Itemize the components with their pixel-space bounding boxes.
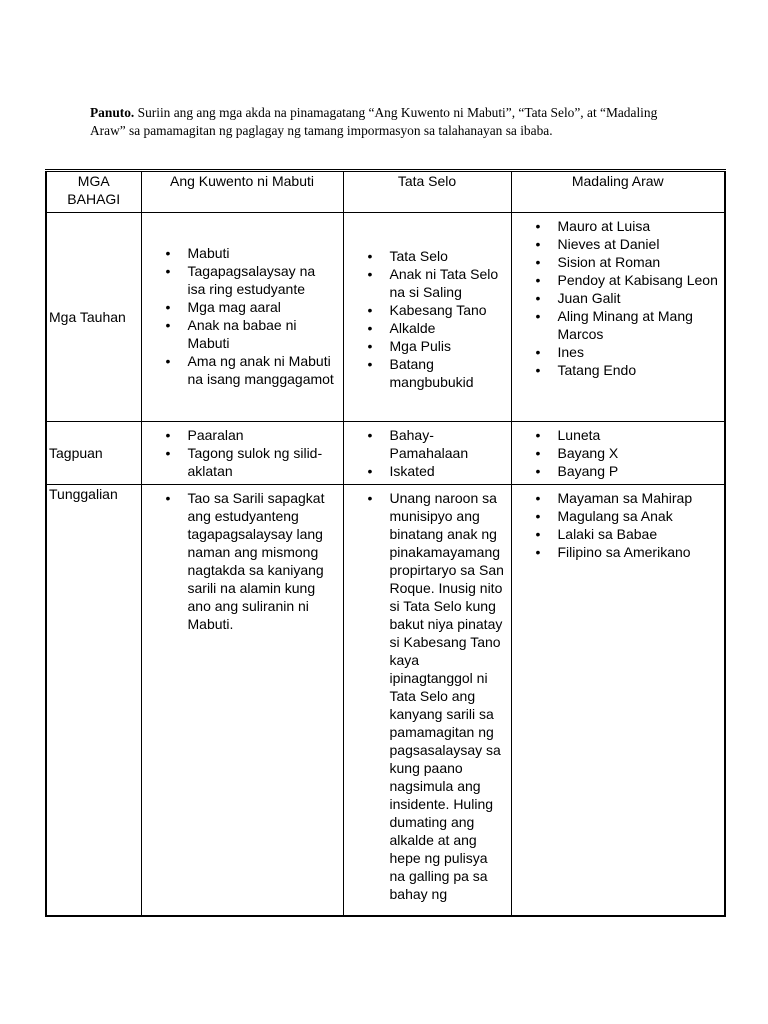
list-item	[344, 426, 511, 462]
list-item-text: Anak na babae ni Mabuti	[187, 317, 297, 351]
list-item	[142, 262, 343, 298]
list-item	[344, 319, 511, 337]
list-item	[512, 253, 725, 271]
list-item	[512, 489, 725, 507]
bullet-icon: •	[165, 353, 171, 369]
list-item-text: Batang mangbubukid	[389, 356, 474, 390]
list-item	[344, 355, 511, 391]
bullet-icon: •	[535, 490, 541, 506]
header-text: MGA BAHAGI	[67, 173, 121, 207]
list-item-text: Mga Pulis	[389, 338, 451, 354]
instructions-label: Panuto.	[90, 105, 135, 120]
list-item-text: Tagapagsalaysay na isa ring estudyante	[187, 263, 316, 297]
list-item-text: Filipino sa Amerikano	[557, 544, 691, 560]
list-item	[512, 444, 725, 462]
list-item-text: Bayang X	[557, 445, 619, 461]
bullet-icon: •	[535, 344, 541, 360]
list-item-text: Unang naroon sa munisipyo ang binatang anak ng pinakamayamang propirtaryo sa San Roque. Inusig nito si Tata Selo kung bakut niya pinatay si Kabesang Tano kaya ipinagtanggol ni Tata Selo ang kanyang sarili sa pamamagitan ng pagsasalaysay sa kung paano nagsimula ang insidente. Huling dumating ang alkalde at ang hepe ng pulisya na galling pa sa bahay ng	[389, 490, 504, 902]
list-item-text: Paaralan	[187, 427, 244, 443]
bullet-icon: •	[535, 308, 541, 324]
list-item-text: Tagong sulok ng silid-aklatan	[187, 445, 323, 479]
bullet-list	[142, 426, 343, 480]
list-item-text: Magulang sa Anak	[557, 508, 673, 524]
list-item	[512, 307, 725, 343]
list-item-text: Bahay-Pamahalaan	[389, 427, 469, 461]
header-cell-ang-kuwento-ni-mabuti	[141, 171, 343, 213]
list-item	[142, 316, 343, 352]
bullet-list	[344, 489, 511, 903]
row-label-mga-tauhan: Mga Tauhan	[46, 213, 141, 422]
cell-tagpuan-tata-selo	[343, 422, 511, 485]
cell-tunggalian-tata-selo	[343, 485, 511, 917]
list-item-text: Mabuti	[187, 245, 230, 261]
cell-tagpuan-mabuti	[141, 422, 343, 485]
bullet-icon: •	[165, 427, 171, 443]
instructions-paragraph	[90, 104, 680, 140]
list-item-text: Luneta	[557, 427, 601, 443]
row-label-tunggalian: Tunggalian	[46, 485, 141, 917]
bullet-list	[512, 217, 725, 379]
bullet-icon: •	[165, 263, 171, 279]
bullet-icon: •	[165, 445, 171, 461]
list-item	[512, 289, 725, 307]
cell-tunggalian-mabuti	[141, 485, 343, 917]
bullet-icon: •	[535, 272, 541, 288]
list-item-text: Mga mag aaral	[187, 299, 281, 315]
header-cell-mga-bahagi	[46, 171, 141, 213]
bullet-icon: •	[367, 266, 373, 282]
list-item-text: Ines	[557, 344, 584, 360]
list-item	[512, 361, 725, 379]
list-item-text: Iskated	[389, 463, 435, 479]
bullet-icon: •	[535, 236, 541, 252]
list-item	[344, 489, 511, 903]
list-item-text: Kabesang Tano	[389, 302, 487, 318]
bullet-icon: •	[165, 490, 171, 506]
table-header-row	[46, 171, 725, 213]
list-item	[344, 462, 511, 480]
bullet-icon: •	[535, 218, 541, 234]
header-text: Madaling Araw	[571, 173, 664, 189]
list-item	[512, 235, 725, 253]
analysis-table	[45, 169, 726, 917]
list-item-text: Aling Minang at Mang Marcos	[557, 308, 693, 342]
table-row-mga-tauhan	[46, 213, 725, 422]
list-item	[142, 426, 343, 444]
bullet-icon: •	[535, 427, 541, 443]
header-text: Tata Selo	[397, 173, 457, 189]
header-cell-madaling-araw	[511, 171, 725, 213]
list-item	[142, 444, 343, 480]
list-item	[142, 352, 343, 388]
bullet-icon: •	[367, 490, 373, 506]
bullet-icon: •	[165, 245, 171, 261]
bullet-list	[512, 426, 725, 480]
bullet-icon: •	[367, 463, 373, 479]
list-item-text: Alkalde	[389, 320, 436, 336]
bullet-icon: •	[535, 544, 541, 560]
list-item-text: Mauro at Luisa	[557, 218, 651, 234]
table-row-tagpuan	[46, 422, 725, 485]
list-item-text: Lalaki sa Babae	[557, 526, 658, 542]
list-item	[142, 489, 343, 633]
cell-tauhan-mabuti	[141, 213, 343, 422]
bullet-icon: •	[165, 317, 171, 333]
list-item	[512, 217, 725, 235]
bullet-icon: •	[535, 508, 541, 524]
list-item	[142, 298, 343, 316]
bullet-icon: •	[535, 362, 541, 378]
list-item-text: Tata Selo	[389, 248, 448, 264]
bullet-icon: •	[367, 320, 373, 336]
list-item-text: Pendoy at Kabisang Leon	[557, 272, 718, 288]
bullet-list	[344, 247, 511, 391]
list-item-text: Tao sa Sarili sapagkat ang estudyanteng tagapagsalaysay lang naman ang mismong nagtakda sa kaniyang sarili na alamin kung ano ang suliranin ni Mabuti.	[187, 490, 325, 632]
list-item-text: Sision at Roman	[557, 254, 661, 270]
table-row-tunggalian	[46, 485, 725, 917]
list-item	[512, 271, 725, 289]
list-item	[512, 426, 725, 444]
list-item-text: Tatang Endo	[557, 362, 637, 378]
bullet-icon: •	[535, 290, 541, 306]
list-item	[142, 244, 343, 262]
list-item	[512, 462, 725, 480]
list-item-text: Juan Galit	[557, 290, 621, 306]
list-item	[344, 265, 511, 301]
bullet-icon: •	[535, 526, 541, 542]
list-item	[512, 343, 725, 361]
cell-tagpuan-madaling-araw	[511, 422, 725, 485]
list-item	[344, 247, 511, 265]
bullet-icon: •	[367, 356, 373, 372]
bullet-icon: •	[367, 338, 373, 354]
bullet-icon: •	[535, 445, 541, 461]
bullet-icon: •	[367, 248, 373, 264]
list-item-text: Ama ng anak ni Mabuti na isang manggagamot	[187, 353, 334, 387]
cell-tauhan-madaling-araw	[511, 213, 725, 422]
list-item-text: Mayaman sa Mahirap	[557, 490, 693, 506]
bullet-icon: •	[535, 254, 541, 270]
bullet-list	[512, 489, 725, 561]
list-item	[512, 507, 725, 525]
list-item	[344, 301, 511, 319]
bullet-list	[344, 426, 511, 480]
list-item-text: Anak ni Tata Selo na si Saling	[389, 266, 499, 300]
bullet-list	[142, 244, 343, 388]
bullet-icon: •	[367, 302, 373, 318]
bullet-icon: •	[535, 463, 541, 479]
row-label-tagpuan: Tagpuan	[46, 422, 141, 485]
cell-tunggalian-madaling-araw	[511, 485, 725, 917]
bullet-icon: •	[367, 427, 373, 443]
instructions-text: Suriin ang ang mga akda na pinamagatang “Ang Kuwento ni Mabuti”, “Tata Selo”, at “Madaling Araw” sa pamamagitan ng paglagay ng tamang impormasyon sa talahanayan sa ibaba.	[90, 105, 658, 138]
cell-tauhan-tata-selo	[343, 213, 511, 422]
bullet-list	[142, 489, 343, 633]
list-item	[512, 543, 725, 561]
header-text: Ang Kuwento ni Mabuti	[170, 173, 314, 189]
header-cell-tata-selo	[343, 171, 511, 213]
list-item	[344, 337, 511, 355]
list-item-text: Bayang P	[557, 463, 619, 479]
list-item-text: Nieves at Daniel	[557, 236, 660, 252]
bullet-icon: •	[165, 299, 171, 315]
list-item	[512, 525, 725, 543]
